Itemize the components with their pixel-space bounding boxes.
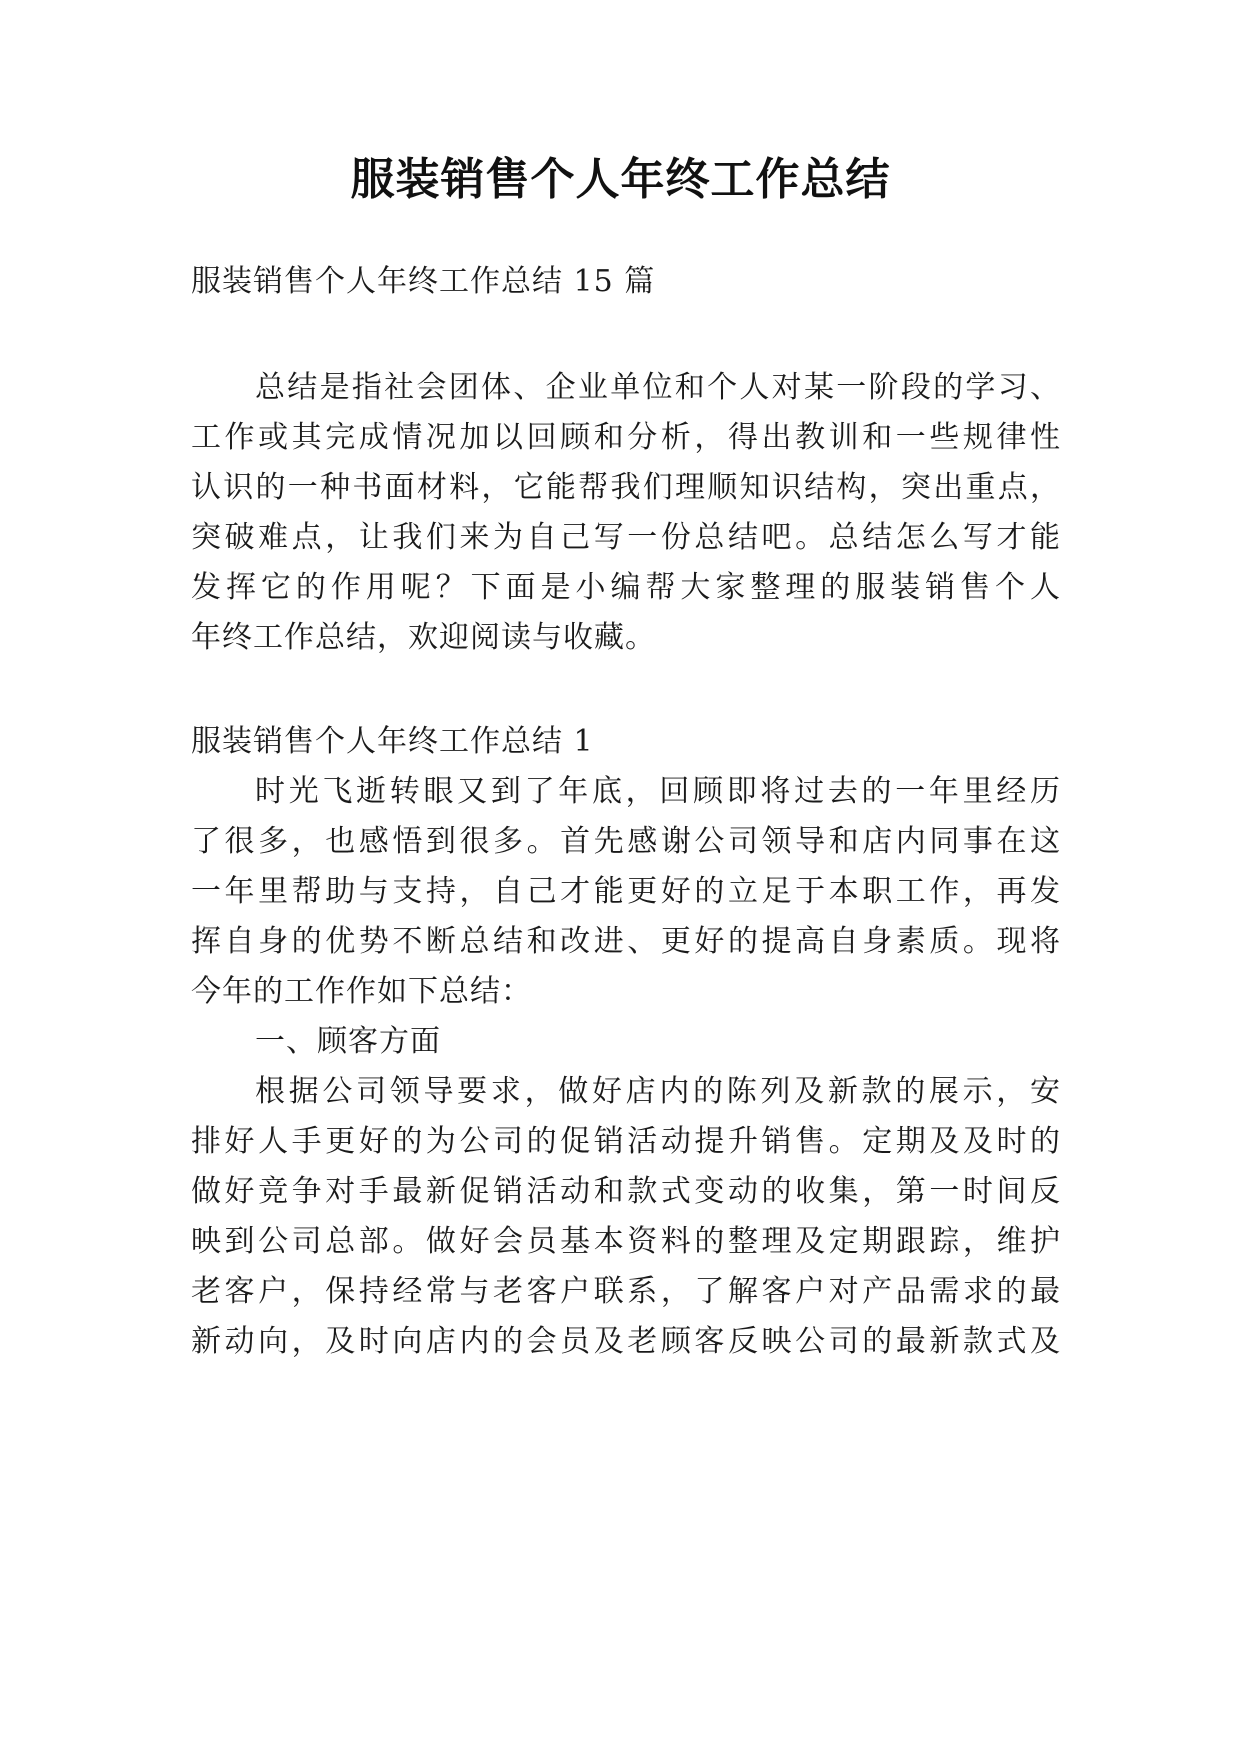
section1-line: 时光飞逝转眼又到了年底，回顾即将过去的一年里经历 (255, 774, 1061, 809)
intro-line: 发挥它的作用呢？下面是小编帮大家整理的服装销售个人 (191, 570, 1061, 605)
customer-line: 排好人手更好的为公司的促销活动提升销售。定期及及时的 (191, 1124, 1061, 1159)
intro-line: 总结是指社会团体、企业单位和个人对某一阶段的学习、 (255, 370, 1061, 405)
customer-line: 根据公司领导要求，做好店内的陈列及新款的展示，安 (255, 1074, 1061, 1109)
section1-line: 了很多，也感悟到很多。首先感谢公司领导和店内同事在这 (191, 824, 1061, 859)
section1-line: 今年的工作作如下总结： (191, 974, 532, 1009)
section1-line: 一年里帮助与支持，自己才能更好的立足于本职工作，再发 (191, 874, 1061, 909)
intro-line: 突破难点，让我们来为自己写一份总结吧。总结怎么写才能 (191, 520, 1061, 555)
section-heading: 服装销售个人年终工作总结 1 (191, 724, 594, 759)
section1-line: 挥自身的优势不断总结和改进、更好的提高自身素质。现将 (191, 924, 1061, 959)
document-subtitle: 服装销售个人年终工作总结 15 篇 (191, 264, 656, 299)
customer-line: 新动向，及时向店内的会员及老顾客反映公司的最新款式及 (191, 1324, 1061, 1359)
customer-line: 映到公司总部。做好会员基本资料的整理及定期跟踪，维护 (191, 1224, 1061, 1259)
customer-line: 做好竞争对手最新促销活动和款式变动的收集，第一时间反 (191, 1174, 1061, 1209)
intro-line: 认识的一种书面材料，它能帮我们理顺知识结构，突出重点， (191, 470, 1061, 505)
intro-line: 工作或其完成情况加以回顾和分析，得出教训和一些规律性 (191, 420, 1061, 455)
subheading-customer: 一、顾客方面 (255, 1024, 441, 1059)
customer-line: 老客户，保持经常与老客户联系，了解客户对产品需求的最 (191, 1274, 1061, 1309)
document-title: 服装销售个人年终工作总结 (350, 154, 891, 205)
intro-line: 年终工作总结，欢迎阅读与收藏。 (191, 620, 656, 655)
